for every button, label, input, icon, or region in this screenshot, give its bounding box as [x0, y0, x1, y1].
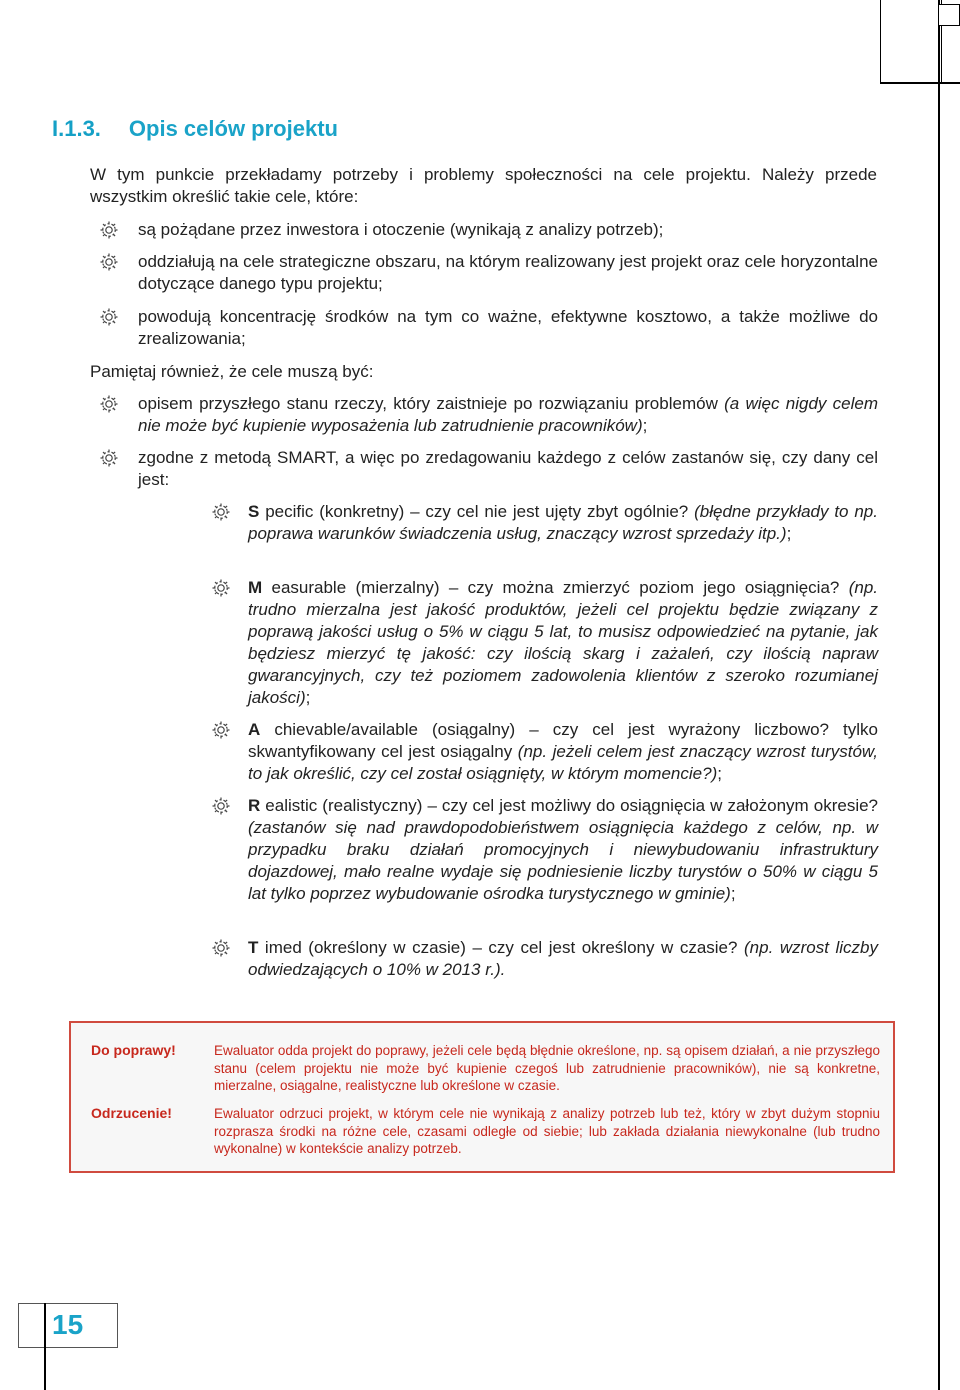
must-be-item — [98, 393, 878, 437]
section-heading — [52, 116, 338, 142]
smart-description: pecific (konkretny) – czy cel nie jest ujęty zbyt ogólnie? — [259, 502, 695, 521]
smart-example: (błędne przykłady to np. poprawa warunków świadczenia usług, znaczący wzrost sprzedaży itp.) — [248, 502, 878, 543]
smart-item-m — [210, 577, 878, 709]
smart-description: imed (określony w czasie) – czy cel jest określony w czasie? — [258, 938, 744, 957]
goal-item — [98, 219, 878, 241]
smart-end: ; — [717, 764, 722, 783]
smart-example: (np. jeżeli celem jest znaczący wzrost turystów, to jak określić, czy cel został osiągnięty, w którym momencie?) — [248, 742, 878, 783]
smart-description: easurable (mierzalny) – czy można zmierzyć poziom jego osiągnięcia? — [262, 578, 849, 597]
goal-text: powodują koncentrację środków na tym co ważne, efektywne kosztowo, a także możliwe do zrealizowania; — [138, 307, 878, 348]
reject-label: Odrzucenie! — [91, 1105, 172, 1121]
gear-icon — [98, 219, 120, 241]
reject-text: Ewaluator odrzuci projekt, w którym cele nie wynikają z analizy potrzeb lub też, który w zbyt dużym stopniu rozprasza środki na różne cele, czasami odległe od siebie; lub zakłada działania niewykonalne (lub trudno wykonalne) w kontekście analizy potrzeb. — [214, 1106, 880, 1156]
must-be-item — [98, 447, 878, 491]
gear-icon — [98, 393, 120, 415]
smart-text — [248, 501, 878, 545]
crop-mark-square — [938, 4, 960, 26]
smart-example: (np. wzrost liczby odwiedzających o 10% w 2013 r.). — [248, 938, 878, 979]
smart-letter: A — [248, 720, 261, 739]
smart-text — [248, 719, 878, 785]
gear-icon — [210, 501, 232, 523]
remember-text: Pamiętaj również, że cele muszą być: — [90, 362, 374, 381]
must-be-text-end: ; — [642, 416, 648, 435]
section-title: Opis celów projektu — [128, 116, 338, 141]
gear-icon — [210, 937, 232, 959]
must-be-text-plain: opisem przyszłego stanu rzeczy, który zaistnieje po rozwiązaniu problemów — [138, 394, 725, 413]
gear-icon — [98, 251, 120, 273]
smart-end: ; — [305, 688, 311, 707]
smart-item-t — [210, 937, 878, 981]
smart-text — [248, 795, 878, 905]
gear-icon — [98, 306, 120, 328]
page-number-line — [44, 1303, 46, 1390]
smart-letter: S — [248, 502, 260, 521]
fix-text: Ewaluator odda projekt do poprawy, jeżeli cele będą błędnie określone, np. są opisem działań, a nie przyszłego stanu (celem projektu nie może być kupienie czegoś lub zatrudnienie pracowników), nie są konkretne, mierzalne, osiągalne, realistyczne lub określone w czasie. — [214, 1043, 880, 1093]
gear-icon — [210, 577, 232, 599]
gear-icon — [98, 447, 120, 469]
goal-item — [98, 251, 878, 295]
page-number: 15 — [52, 1309, 84, 1340]
smart-letter: M — [248, 578, 263, 597]
intro-paragraph: W tym punkcie przekładamy potrzeby i problemy społeczności na cele projektu. Należy przede wszystkim określić takie cele, które: — [90, 165, 877, 206]
goal-text: są pożądane przez inwestora i otoczenie (wynikają z analizy potrzeb); — [138, 220, 664, 239]
crop-mark-box — [880, 0, 942, 84]
smart-item-s — [210, 501, 878, 545]
section-number: I.1.3. — [52, 116, 101, 141]
must-be-text — [138, 393, 878, 437]
smart-description: ealistic (realistyczny) – czy cel jest możliwy do osiągnięcia w założonym okresie? — [260, 796, 878, 815]
smart-description: chievable/available (osiągalny) – czy cel jest wyrażony liczbowo? tylko skwantyfikowany cel jest osiągalny — [248, 720, 878, 761]
smart-example: (zastanów się nad prawdopodobieństwem osiągnięcia każdego z celów, np. w przypadku braku działań promocyjnych i niewybudowaniu infrastruktury dojazdowej, mało realne wydaje się podniesienie liczby turystów o 50% w ciągu 5 lat tylko poprzez wybudowanie ośrodka turystycznego w gminie) — [248, 818, 878, 903]
smart-example: (np. trudno mierzalna jest jakość produktów, jeżeli cel projektu będzie związany z poprawą jakości usług o 5% w ciągu 5 lat, to musisz odpowiedzieć na pytanie, jak będziesz mierzyć tę jakość: czy ilością skarg i zażaleń, czy ilością napraw gwarancyjnych, czy też poziomem zadowolenia klientów z szeroko rozumianej jakości) — [248, 578, 878, 707]
goal-text: oddziałują na cele strategiczne obszaru, na którym realizowany jest projekt oraz cele horyzontalne dotyczące danego typu projektu; — [138, 252, 878, 293]
crop-mark-line — [938, 0, 940, 1390]
smart-end: ; — [786, 524, 792, 543]
must-be-text-italic: (a więc nigdy celem nie może być kupienie wyposażenia lub zatrudnienie pracowników) — [138, 394, 879, 435]
must-be-text: zgodne z metodą SMART, a więc po zredagowaniu każdego z celów zastanów się, czy dany cel jest: — [138, 448, 878, 489]
gear-icon — [210, 719, 232, 741]
smart-letter: T — [248, 938, 259, 957]
smart-end: ; — [730, 884, 736, 903]
crop-mark-line — [880, 82, 960, 84]
smart-item-r — [210, 795, 878, 905]
fix-label: Do poprawy! — [91, 1042, 176, 1058]
evaluation-notice-box — [69, 1021, 895, 1173]
smart-letter: R — [248, 796, 261, 815]
smart-text — [248, 937, 878, 981]
smart-item-a — [210, 719, 878, 785]
goal-item — [98, 306, 878, 350]
gear-icon — [210, 795, 232, 817]
smart-text — [248, 577, 878, 709]
